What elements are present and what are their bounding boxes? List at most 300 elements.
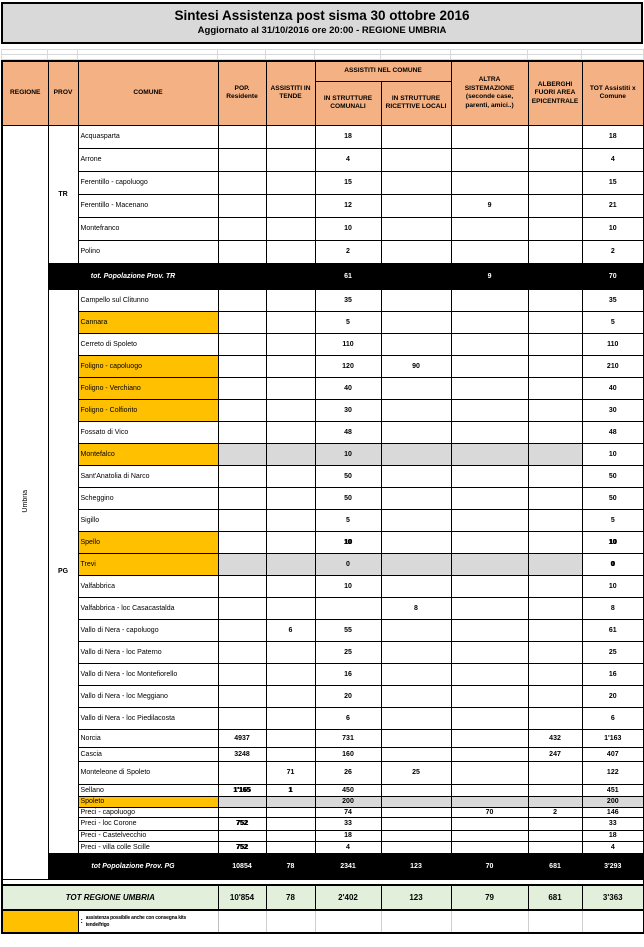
cell-altra-sistemazione: 70	[451, 853, 528, 879]
cell-pop	[218, 240, 266, 263]
table-row	[2, 377, 644, 399]
cell-tot: 18	[582, 125, 644, 148]
cell-tot: 4	[582, 841, 644, 853]
cell-tot: 21	[582, 194, 644, 217]
cell-strutture-comunali: 2341	[315, 853, 381, 879]
cell-tende	[266, 729, 315, 747]
cell-tot: 48	[582, 421, 644, 443]
cell-alberghi	[528, 641, 582, 663]
cell-altra-sistemazione	[451, 619, 528, 641]
table-row	[2, 333, 644, 355]
cell-pop	[218, 399, 266, 421]
cell-alberghi: 247	[528, 747, 582, 761]
cell-strutture-ricettive	[381, 421, 451, 443]
table-row	[2, 240, 644, 263]
cell-altra-sistemazione	[451, 377, 528, 399]
comune-cell: Arrone	[78, 148, 218, 171]
cell-alberghi	[528, 553, 582, 575]
cell-strutture-comunali: 48	[315, 421, 381, 443]
region-total-label: TOT REGIONE UMBRIA	[2, 885, 218, 910]
table-row	[2, 575, 644, 597]
cell-pop	[218, 575, 266, 597]
cell-strutture-ricettive	[381, 575, 451, 597]
cell-altra-sistemazione	[451, 399, 528, 421]
cell-pop	[218, 619, 266, 641]
assistance-table	[1, 60, 644, 934]
cell-alberghi	[528, 707, 582, 729]
cell-strutture-ricettive	[381, 171, 451, 194]
cell-tot: 25	[582, 641, 644, 663]
cell-tende	[266, 553, 315, 575]
cell-tende	[266, 830, 315, 841]
empty-grid-cell	[266, 55, 315, 60]
legend-empty-cell	[528, 910, 582, 933]
cell-strutture-comunali: 120	[315, 355, 381, 377]
cell-altra-sistemazione	[451, 817, 528, 830]
cell-alberghi	[528, 784, 582, 796]
province-total-label: tot Popolazione Prov. PG	[48, 853, 218, 879]
cell-strutture-comunali: 5	[315, 311, 381, 333]
cell-strutture-ricettive	[381, 663, 451, 685]
cell-alberghi	[528, 421, 582, 443]
cell-strutture-comunali: 18	[315, 125, 381, 148]
cell-pop	[218, 125, 266, 148]
cell-alberghi	[528, 817, 582, 830]
cell-strutture-ricettive	[381, 148, 451, 171]
cell-alberghi: 432	[528, 729, 582, 747]
cell-pop	[218, 761, 266, 784]
comune-cell: Vallo di Nera - loc Piedilacosta	[78, 707, 218, 729]
cell-strutture-ricettive	[381, 619, 451, 641]
comune-cell: Vallo di Nera - loc Meggiano	[78, 685, 218, 707]
col-header-regione: REGIONE	[2, 61, 48, 125]
cell-altra-sistemazione	[451, 217, 528, 240]
cell-alberghi	[528, 171, 582, 194]
cell-altra-sistemazione	[451, 289, 528, 311]
cell-strutture-ricettive	[381, 830, 451, 841]
cell-tot: 10	[582, 443, 644, 465]
cell-tot: 10	[582, 217, 644, 240]
empty-grid-cell	[2, 55, 48, 60]
table-row	[2, 553, 644, 575]
cell-alberghi	[528, 465, 582, 487]
legend-empty-cell	[381, 910, 451, 933]
cell-alberghi	[528, 796, 582, 807]
comune-cell: Foligno - capoluogo	[78, 355, 218, 377]
cell-tende	[266, 125, 315, 148]
cell-tende	[266, 575, 315, 597]
cell-alberghi: 2	[528, 807, 582, 817]
comune-cell: Cerreto di Spoleto	[78, 333, 218, 355]
comune-cell: Cannara	[78, 311, 218, 333]
cell-strutture-ricettive	[381, 194, 451, 217]
cell-tot: 407	[582, 747, 644, 761]
cell-strutture-comunali: 10	[315, 575, 381, 597]
cell-pop	[218, 685, 266, 707]
comune-cell: Ferentillo - capoluogo	[78, 171, 218, 194]
cell-tende: 78	[266, 885, 315, 910]
comune-cell: Preci - villa colle Scille	[78, 841, 218, 853]
cell-pop	[218, 830, 266, 841]
comune-cell: Foligno - Colfiorito	[78, 399, 218, 421]
table-row	[2, 531, 644, 553]
cell-strutture-ricettive	[381, 729, 451, 747]
cell-tot: 33	[582, 817, 644, 830]
cell-strutture-comunali: 50	[315, 487, 381, 509]
cell-strutture-comunali: 200	[315, 796, 381, 807]
cell-pop	[218, 311, 266, 333]
cell-strutture-ricettive	[381, 553, 451, 575]
cell-tot: 1'163	[582, 729, 644, 747]
cell-strutture-comunali: 50	[315, 465, 381, 487]
table-row	[2, 685, 644, 707]
cell-strutture-comunali: 5	[315, 509, 381, 531]
comune-cell: Scheggino	[78, 487, 218, 509]
cell-alberghi	[528, 597, 582, 619]
report-header	[1, 2, 643, 44]
cell-altra-sistemazione	[451, 355, 528, 377]
cell-strutture-comunali: 25	[315, 641, 381, 663]
comune-cell: Campello sul Clitunno	[78, 289, 218, 311]
table-row	[2, 289, 644, 311]
cell-strutture-ricettive	[381, 509, 451, 531]
cell-tende	[266, 217, 315, 240]
col-header-comune: COMUNE	[78, 61, 218, 125]
cell-tot: 8	[582, 597, 644, 619]
cell-strutture-ricettive	[381, 841, 451, 853]
cell-pop	[218, 487, 266, 509]
cell-strutture-ricettive: 8	[381, 597, 451, 619]
cell-tende	[266, 263, 315, 289]
comune-cell: Monteleone di Spoleto	[78, 761, 218, 784]
table-row	[2, 841, 644, 853]
cell-tot: 18	[582, 830, 644, 841]
cell-tende	[266, 311, 315, 333]
cell-alberghi	[528, 685, 582, 707]
cell-altra-sistemazione	[451, 707, 528, 729]
report-subtitle: Aggiornato al 31/10/2016 ore 20:00 - REGIONE UMBRIA	[197, 24, 447, 36]
cell-alberghi	[528, 355, 582, 377]
cell-pop	[218, 377, 266, 399]
comune-cell: Norcia	[78, 729, 218, 747]
cell-pop: 752	[218, 817, 266, 830]
table-row	[2, 747, 644, 761]
cell-alberghi	[528, 311, 582, 333]
cell-strutture-comunali: 12	[315, 194, 381, 217]
cell-strutture-comunali: 10	[315, 531, 381, 553]
cell-tende	[266, 796, 315, 807]
cell-altra-sistemazione	[451, 171, 528, 194]
cell-strutture-ricettive	[381, 399, 451, 421]
cell-alberghi	[528, 761, 582, 784]
cell-altra-sistemazione	[451, 641, 528, 663]
cell-tende	[266, 807, 315, 817]
cell-tot: 50	[582, 465, 644, 487]
cell-strutture-ricettive: 90	[381, 355, 451, 377]
cell-pop: 4937	[218, 729, 266, 747]
cell-alberghi	[528, 289, 582, 311]
cell-strutture-ricettive	[381, 217, 451, 240]
table-row	[2, 761, 644, 784]
cell-strutture-comunali: 2	[315, 240, 381, 263]
cell-tende	[266, 685, 315, 707]
legend-text-line1: assistenza possibile anche con consegna kits	[85, 915, 187, 922]
cell-strutture-comunali: 10	[315, 217, 381, 240]
cell-alberghi	[528, 575, 582, 597]
regione-cell	[2, 125, 48, 879]
cell-tot: 146	[582, 807, 644, 817]
cell-tende: 78	[266, 853, 315, 879]
cell-altra-sistemazione	[451, 148, 528, 171]
comune-cell: Foligno - Verchiano	[78, 377, 218, 399]
legend-row	[2, 910, 644, 933]
cell-tot: 15	[582, 171, 644, 194]
cell-alberghi	[528, 619, 582, 641]
empty-grid-cell	[582, 55, 644, 60]
cell-pop: 10'854	[218, 885, 266, 910]
comune-cell: Montefalco	[78, 443, 218, 465]
table-row	[2, 817, 644, 830]
cell-tende	[266, 707, 315, 729]
cell-tende	[266, 531, 315, 553]
table-row	[2, 125, 644, 148]
cell-tende	[266, 641, 315, 663]
cell-pop	[218, 663, 266, 685]
cell-altra-sistemazione	[451, 761, 528, 784]
cell-tot: 3'293	[582, 853, 644, 879]
cell-pop: 10854	[218, 853, 266, 879]
cell-tot: 20	[582, 685, 644, 707]
cell-alberghi	[528, 443, 582, 465]
cell-alberghi	[528, 148, 582, 171]
prov-cell: TR	[48, 125, 78, 263]
cell-altra-sistemazione	[451, 685, 528, 707]
table-row	[2, 171, 644, 194]
cell-tende	[266, 289, 315, 311]
region-total-row	[2, 885, 644, 910]
empty-grid-cell	[528, 55, 582, 60]
cell-strutture-ricettive	[381, 807, 451, 817]
comune-cell: Spello	[78, 531, 218, 553]
cell-strutture-comunali: 18	[315, 830, 381, 841]
cell-strutture-ricettive	[381, 125, 451, 148]
cell-strutture-comunali: 40	[315, 377, 381, 399]
cell-altra-sistemazione	[451, 333, 528, 355]
cell-pop	[218, 509, 266, 531]
cell-tende	[266, 148, 315, 171]
empty-grid-cell	[218, 55, 266, 60]
cell-strutture-ricettive	[381, 465, 451, 487]
cell-pop	[218, 333, 266, 355]
comune-cell: Trevi	[78, 553, 218, 575]
legend-highlight-swatch	[2, 910, 78, 933]
comune-cell: Vallo di Nera - loc Paterno	[78, 641, 218, 663]
cell-tende	[266, 377, 315, 399]
legend-empty-cell	[451, 910, 528, 933]
cell-strutture-comunali: 55	[315, 619, 381, 641]
cell-pop	[218, 194, 266, 217]
cell-tende	[266, 663, 315, 685]
cell-tot: 5	[582, 509, 644, 531]
cell-pop	[218, 443, 266, 465]
comune-cell: Polino	[78, 240, 218, 263]
cell-tende	[266, 747, 315, 761]
cell-strutture-ricettive	[381, 796, 451, 807]
cell-tot: 451	[582, 784, 644, 796]
cell-strutture-comunali: 4	[315, 148, 381, 171]
cell-pop	[218, 553, 266, 575]
comune-cell: Fossato di Vico	[78, 421, 218, 443]
table-row	[2, 509, 644, 531]
legend-empty-cell	[315, 910, 381, 933]
comune-cell: Cascia	[78, 747, 218, 761]
cell-altra-sistemazione	[451, 531, 528, 553]
cell-strutture-comunali: 20	[315, 685, 381, 707]
cell-strutture-comunali: 30	[315, 399, 381, 421]
cell-altra-sistemazione: 9	[451, 194, 528, 217]
cell-strutture-ricettive	[381, 685, 451, 707]
table-row	[2, 355, 644, 377]
cell-tende: 6	[266, 619, 315, 641]
cell-strutture-comunali: 450	[315, 784, 381, 796]
province-total-row	[2, 853, 644, 879]
table-row	[2, 597, 644, 619]
cell-tende	[266, 465, 315, 487]
cell-tende	[266, 817, 315, 830]
legend-separator: :	[80, 918, 83, 926]
cell-strutture-comunali: 26	[315, 761, 381, 784]
cell-pop	[218, 421, 266, 443]
table-row	[2, 465, 644, 487]
cell-altra-sistemazione	[451, 487, 528, 509]
cell-tot: 70	[582, 263, 644, 289]
col-header-pop: POP. Residente	[218, 61, 266, 125]
cell-altra-sistemazione: 9	[451, 263, 528, 289]
cell-alberghi	[528, 531, 582, 553]
table-row	[2, 194, 644, 217]
cell-alberghi	[528, 333, 582, 355]
cell-tende	[266, 443, 315, 465]
cell-tende	[266, 240, 315, 263]
cell-strutture-ricettive	[381, 289, 451, 311]
cell-alberghi	[528, 663, 582, 685]
cell-strutture-ricettive	[381, 641, 451, 663]
cell-pop	[218, 531, 266, 553]
cell-pop: 752	[218, 841, 266, 853]
table-row	[2, 421, 644, 443]
legend-empty-cell	[218, 910, 266, 933]
cell-strutture-comunali: 16	[315, 663, 381, 685]
cell-tot: 50	[582, 487, 644, 509]
col-header-alberghi: ALBERGHI FUORI AREA EPICENTRALE	[528, 61, 582, 125]
cell-tende	[266, 399, 315, 421]
comune-cell: Ferentillo - Macenano	[78, 194, 218, 217]
cell-tot: 10	[582, 531, 644, 553]
cell-pop	[218, 148, 266, 171]
cell-altra-sistemazione	[451, 663, 528, 685]
cell-alberghi	[528, 194, 582, 217]
cell-strutture-comunali: 6	[315, 707, 381, 729]
cell-pop	[218, 217, 266, 240]
cell-strutture-comunali: 10	[315, 443, 381, 465]
cell-strutture-comunali: 33	[315, 817, 381, 830]
province-total-label: tot. Popolazione Prov. TR	[48, 263, 218, 289]
col-header-prov: PROV	[48, 61, 78, 125]
cell-strutture-ricettive	[381, 707, 451, 729]
prov-cell: PG	[48, 289, 78, 853]
col-header-tot: TOT Assistiti x Comune	[582, 61, 644, 125]
cell-tot: 10	[582, 575, 644, 597]
cell-tende	[266, 194, 315, 217]
cell-pop	[218, 465, 266, 487]
cell-strutture-ricettive	[381, 240, 451, 263]
col-header-strutture-comunali: IN STRUTTURE COMUNALI	[315, 81, 381, 125]
cell-strutture-comunali: 0	[315, 553, 381, 575]
empty-grid-band	[1, 49, 644, 60]
report-title: Sintesi Assistenza post sisma 30 ottobre 2016	[174, 8, 470, 23]
table-row	[2, 619, 644, 641]
cell-pop: 3248	[218, 747, 266, 761]
cell-alberghi: 681	[528, 853, 582, 879]
cell-tot: 200	[582, 796, 644, 807]
cell-tot: 210	[582, 355, 644, 377]
comune-cell: Spoleto	[78, 796, 218, 807]
cell-strutture-ricettive	[381, 784, 451, 796]
empty-grid-row	[2, 55, 644, 60]
cell-tot: 40	[582, 377, 644, 399]
cell-tende	[266, 597, 315, 619]
comune-cell: Acquasparta	[78, 125, 218, 148]
table-header	[2, 61, 644, 125]
cell-tot: 5	[582, 311, 644, 333]
table-row	[2, 663, 644, 685]
cell-altra-sistemazione	[451, 830, 528, 841]
table-row	[2, 784, 644, 796]
cell-alberghi	[528, 399, 582, 421]
cell-strutture-comunali: 110	[315, 333, 381, 355]
cell-pop	[218, 597, 266, 619]
table-row	[2, 641, 644, 663]
cell-strutture-ricettive	[381, 747, 451, 761]
cell-altra-sistemazione	[451, 796, 528, 807]
table-row	[2, 443, 644, 465]
comune-cell: Vallo di Nera - loc Montefiorello	[78, 663, 218, 685]
cell-strutture-comunali: 61	[315, 263, 381, 289]
cell-pop	[218, 289, 266, 311]
cell-pop	[218, 707, 266, 729]
empty-grid-cell	[78, 55, 218, 60]
cell-pop	[218, 796, 266, 807]
cell-altra-sistemazione	[451, 841, 528, 853]
cell-strutture-comunali: 160	[315, 747, 381, 761]
comune-cell: Preci - capoluogo	[78, 807, 218, 817]
cell-alberghi	[528, 509, 582, 531]
cell-altra-sistemazione	[451, 311, 528, 333]
legend-empty-cell	[266, 910, 315, 933]
cell-tot: 122	[582, 761, 644, 784]
cell-pop	[218, 355, 266, 377]
table-row	[2, 807, 644, 817]
comune-cell: Sant'Anatolia di Narco	[78, 465, 218, 487]
cell-strutture-ricettive: 123	[381, 853, 451, 879]
cell-altra-sistemazione	[451, 125, 528, 148]
cell-alberghi	[528, 240, 582, 263]
col-header-altra-sistemazione: ALTRA SISTEMAZIONE (seconde case, parenti, amici..)	[451, 61, 528, 125]
cell-altra-sistemazione	[451, 729, 528, 747]
cell-tende	[266, 841, 315, 853]
cell-tot: 30	[582, 399, 644, 421]
comune-cell: Montefranco	[78, 217, 218, 240]
